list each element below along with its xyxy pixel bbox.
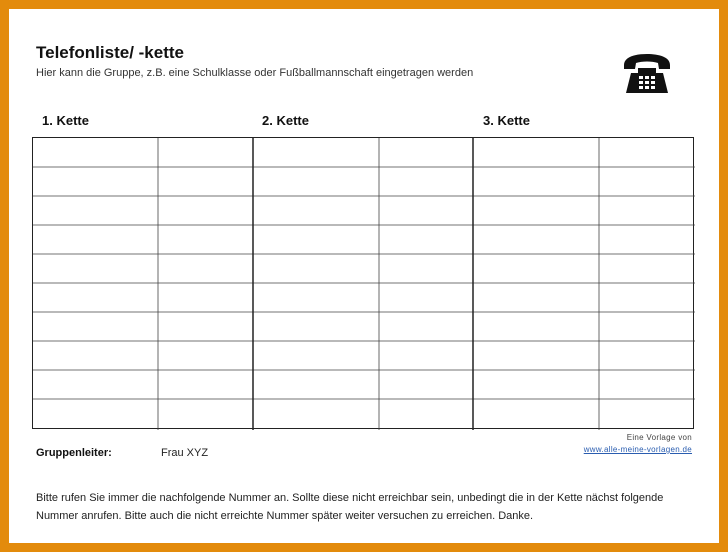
chain-3-label: 3. Kette — [483, 113, 530, 128]
phone-chain-table — [32, 137, 694, 429]
telephone-icon — [621, 51, 673, 95]
chain-2-label: 2. Kette — [262, 113, 309, 128]
page-title: Telefonliste/ -kette — [36, 43, 184, 62]
group-leader-label: Gruppenleiter: — [36, 447, 112, 459]
page-subtitle: Hier kann die Gruppe, z.B. eine Schulklasse oder Fußballmannschaft eingetragen werden — [36, 67, 474, 79]
footer-note: Bitte rufen Sie immer die nachfolgende Nummer an. Sollte diese nicht erreichbar sein, unbedingt die in der Kette nächst folgende Nummer anrufen. Bitte auch die nicht erreichte Nummer später weiter versuchen zu erreichen. Danke. — [36, 492, 664, 522]
credit-text: Eine Vorlage von — [626, 433, 692, 442]
group-leader-value: Frau XYZ — [161, 447, 209, 459]
credit-link[interactable]: www.alle-meine-vorlagen.de — [583, 445, 692, 454]
chain-1-label: 1. Kette — [42, 113, 89, 128]
table-grid-lines — [33, 138, 695, 430]
document-sheet — [9, 9, 719, 543]
